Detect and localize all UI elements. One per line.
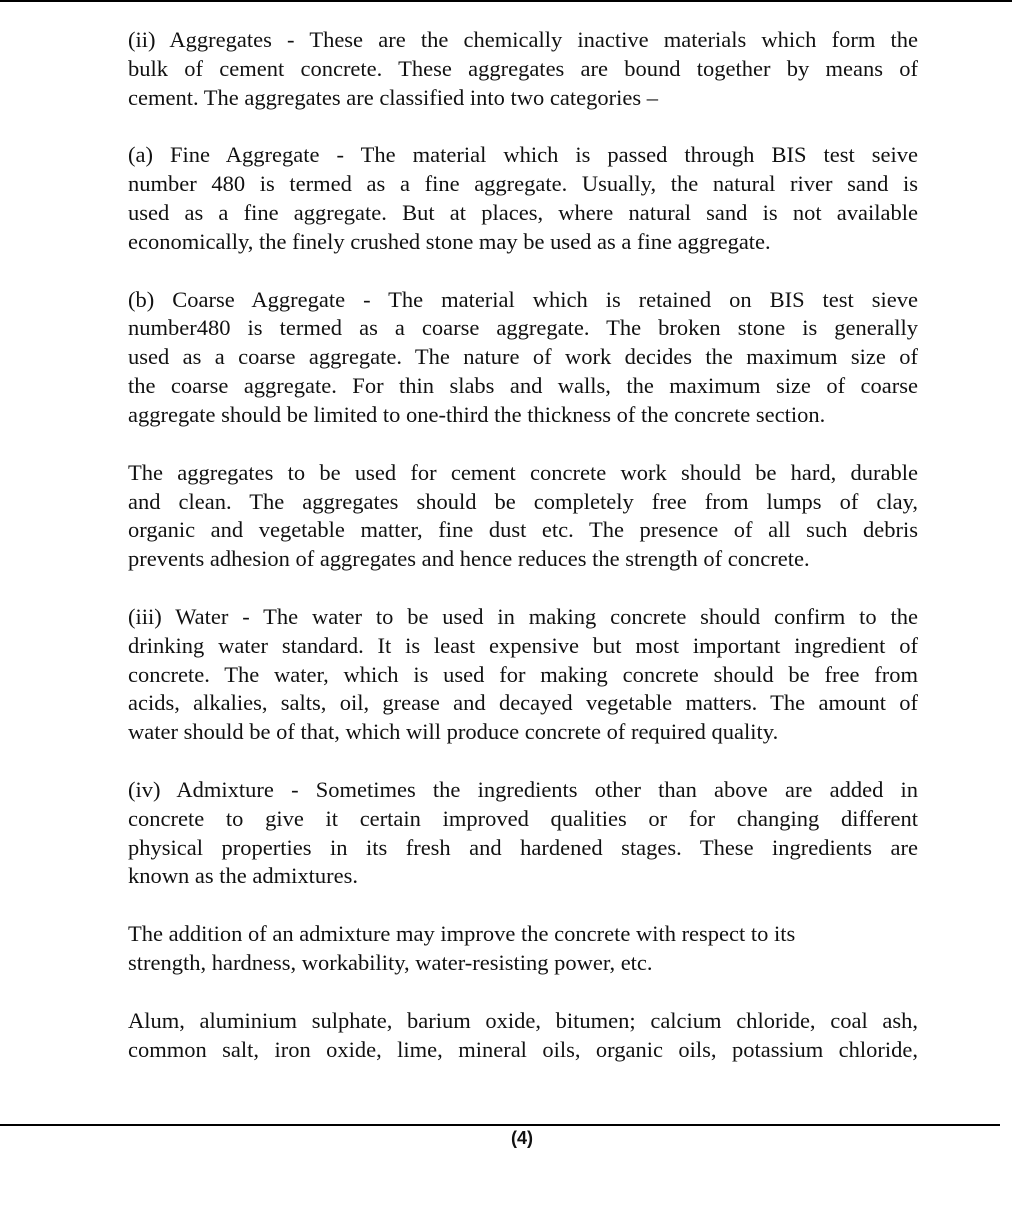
paragraph <box>128 459 918 574</box>
text-line: (iv) Admixture - Sometimes the ingredients other than above are added in <box>128 776 918 802</box>
text-line: (ii) Aggregates - These are the chemically inactive materials which form the <box>128 27 918 52</box>
text-line: common salt, iron oxide, lime, mineral oils, organic oils, potassium chloride, <box>128 1036 918 1062</box>
text-line: used as a fine aggregate. But at places, where natural sand is not available <box>128 200 918 226</box>
paragraph <box>128 141 918 256</box>
paragraph <box>128 920 918 978</box>
text-line: Alum, aluminium sulphate, barium oxide, bitumen; calcium chloride, coal ash, <box>128 1007 918 1033</box>
text-line: aggregate should be limited to one-third the thickness of the concrete section. <box>128 401 826 427</box>
text-line: economically, the finely crushed stone may be used as a fine aggregate. <box>128 228 771 254</box>
text-line: The addition of an admixture may improve the concrete with respect to its <box>128 921 796 947</box>
text-line: drinking water standard. It is least expensive but most important ingredient of <box>128 632 918 658</box>
paragraph-gap <box>128 257 918 286</box>
text-line: organic and vegetable matter, fine dust etc. The presence of all such debris <box>128 517 918 543</box>
paragraph <box>128 26 918 113</box>
paragraph <box>128 286 918 430</box>
paragraph-gap <box>128 978 918 1007</box>
paragraph-gap <box>128 747 918 776</box>
text-line: (a) Fine Aggregate - The material which is passed through BIS test seive <box>128 142 918 168</box>
text-line: known as the admixtures. <box>128 863 358 889</box>
text-line: (b) Coarse Aggregate - The material which is retained on BIS test sieve <box>128 286 918 312</box>
paragraph-gap <box>128 574 918 603</box>
paragraph <box>128 776 918 891</box>
paragraph-gap <box>128 113 918 142</box>
text-line: The aggregates to be used for cement concrete work should be hard, durable <box>128 459 918 485</box>
text-line: the coarse aggregate. For thin slabs and walls, the maximum size of coarse <box>128 373 918 399</box>
body-text <box>128 26 918 1064</box>
text-line: number 480 is termed as a fine aggregate. Usually, the natural river sand is <box>128 171 918 197</box>
text-line: and clean. The aggregates should be completely free from lumps of clay, <box>128 488 918 514</box>
text-line: prevents adhesion of aggregates and hence reduces the strength of concrete. <box>128 546 810 572</box>
header-rule <box>0 0 1012 2</box>
text-line: acids, alkalies, salts, oil, grease and decayed vegetable matters. The amount of <box>128 690 918 716</box>
text-line: strength, hardness, workability, water-resisting power, etc. <box>128 950 653 975</box>
text-line: (iii) Water - The water to be used in making concrete should confirm to the <box>128 603 918 629</box>
text-line: cement. The aggregates are classified into two categories – <box>128 84 658 110</box>
text-line: bulk of cement concrete. These aggregates are bound together by means of <box>128 55 918 81</box>
footer-rule <box>0 1124 1000 1126</box>
paragraph <box>128 1007 918 1065</box>
text-line: number480 is termed as a coarse aggregate. The broken stone is generally <box>128 315 918 341</box>
text-line: physical properties in its fresh and hardened stages. These ingredients are <box>128 834 918 860</box>
paragraph <box>128 603 918 747</box>
paragraph-gap <box>128 891 918 920</box>
text-line: water should be of that, which will produce concrete of required quality. <box>128 719 779 745</box>
text-line: concrete. The water, which is used for making concrete should be free from <box>128 661 918 687</box>
paragraph-gap <box>128 430 918 459</box>
text-line: used as a coarse aggregate. The nature of work decides the maximum size of <box>128 344 918 370</box>
page-number: (4) <box>511 1128 533 1148</box>
text-line: concrete to give it certain improved qualities or for changing different <box>128 805 918 831</box>
